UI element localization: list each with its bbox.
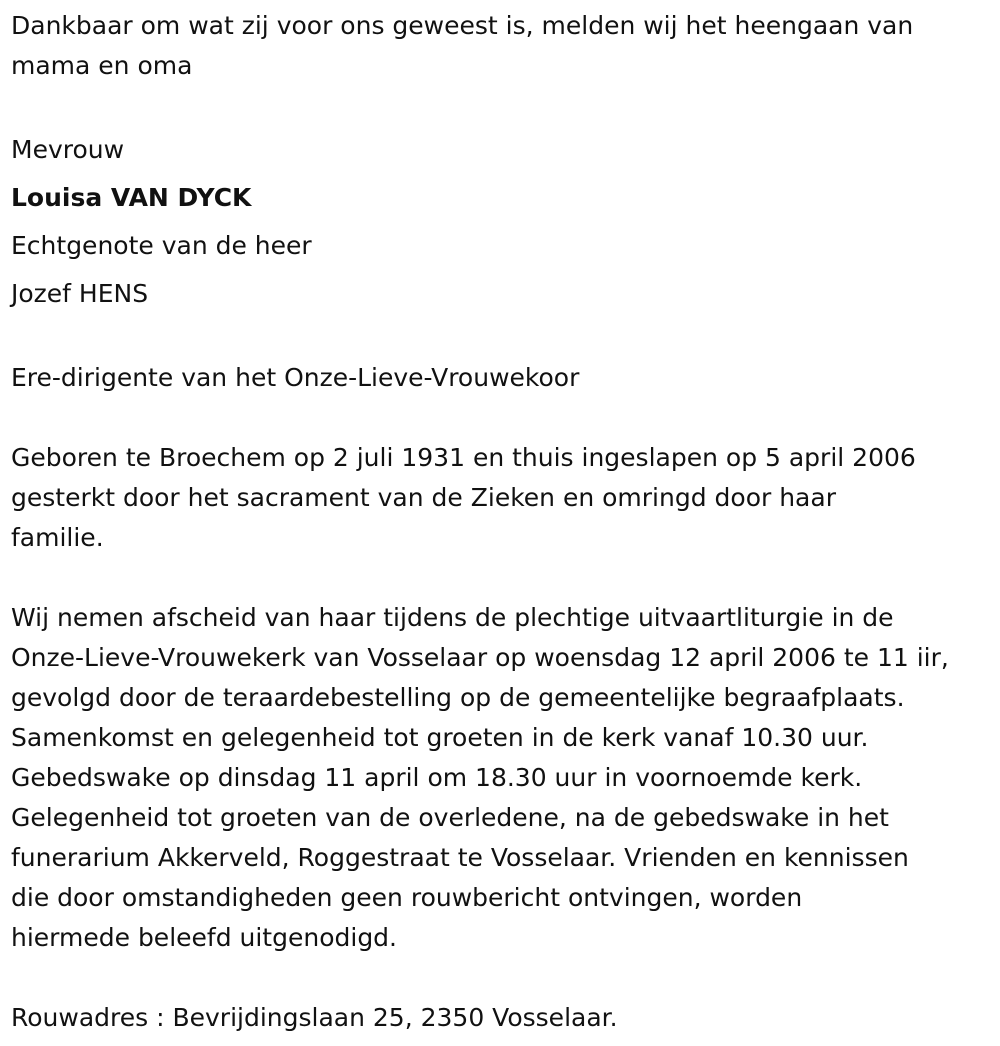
funeral-line: Gebedswake op dinsdag 11 april om 18.30 uur in voornoemde kerk.	[11, 763, 863, 792]
spacer	[11, 398, 991, 438]
spouse-name: Jozef HENS	[11, 279, 149, 308]
salutation: Mevrouw	[11, 135, 125, 164]
spacer	[11, 958, 991, 998]
funeral-line: Gelegenheid tot groeten van de overledene, na de gebedswake in het	[11, 803, 889, 832]
birth-death-line: Geboren te Broechem op 2 juli 1931 en thuis ingeslapen op 5 april 2006	[11, 443, 916, 472]
spacer	[11, 558, 991, 598]
funeral-line: Wij nemen afscheid van haar tijdens de plechtige uitvaartliturgie in de	[11, 603, 894, 632]
birth-death-line: familie.	[11, 523, 104, 552]
funeral-line: funerarium Akkerveld, Roggestraat te Vosselaar. Vrienden en kennissen	[11, 843, 909, 872]
birth-death-line: gesterkt door het sacrament van de Zieken en omringd door haar	[11, 483, 836, 512]
deceased-name: Louisa VAN DYCK	[11, 183, 252, 212]
spacer	[11, 86, 991, 126]
funeral-line: Onze-Lieve-Vrouwekerk van Vosselaar op woensdag 12 april 2006 te 11 iir,	[11, 643, 949, 672]
intro-line: mama en oma	[11, 51, 193, 80]
funeral-line: Samenkomst en gelegenheid tot groeten in de kerk vanaf 10.30 uur.	[11, 723, 869, 752]
funeral-line: die door omstandigheden geen rouwbericht ontvingen, worden	[11, 883, 803, 912]
funeral-line: gevolgd door de teraardebestelling op de gemeentelijke begraafplaats.	[11, 683, 905, 712]
intro-line: Dankbaar om wat zij voor ons geweest is, melden wij het heengaan van	[11, 11, 914, 40]
obituary-text	[11, 6, 991, 1038]
funeral-line: hiermede beleefd uitgenodigd.	[11, 923, 397, 952]
spacer	[11, 318, 991, 358]
mourning-address: Rouwadres : Bevrijdingslaan 25, 2350 Vosselaar.	[11, 1003, 618, 1032]
spouse-line: Echtgenote van de heer	[11, 231, 312, 260]
honorary-line: Ere-dirigente van het Onze-Lieve-Vrouwekoor	[11, 363, 580, 392]
